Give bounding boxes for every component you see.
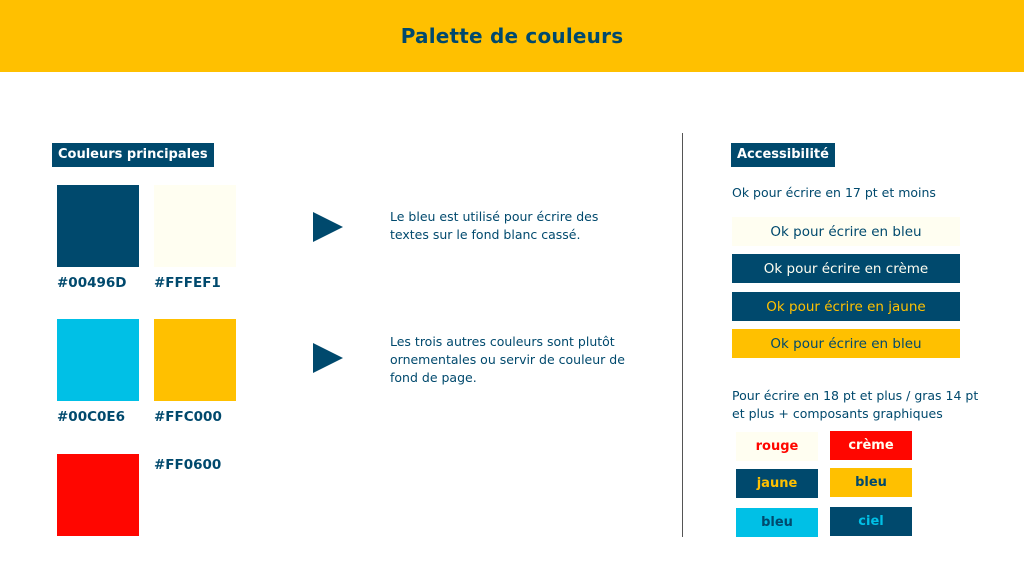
swatch-dark-blue bbox=[57, 185, 139, 267]
small-text-note: Ok pour écrire en 17 pt et moins bbox=[732, 185, 936, 200]
accessibility-label: Accessibilité bbox=[731, 143, 835, 167]
hex-dark-blue: #00496D bbox=[57, 275, 127, 291]
access-bar: Ok pour écrire en bleu bbox=[732, 329, 960, 358]
large-text-note: Pour écrire en 18 pt et plus / gras 14 pt et plus + composants graphiques bbox=[732, 388, 979, 421]
access-bar: Ok pour écrire en bleu bbox=[732, 217, 960, 246]
header-banner bbox=[0, 0, 1024, 72]
chip-creme: crème bbox=[830, 431, 912, 460]
description-blue: Le bleu est utilisé pour écrire des textes sur le fond blanc cassé. bbox=[390, 209, 599, 242]
hex-yellow: #FFC000 bbox=[154, 409, 222, 425]
arrow-right-icon bbox=[313, 212, 343, 242]
swatch-cream bbox=[154, 185, 236, 267]
access-bar: Ok pour écrire en crème bbox=[732, 254, 960, 283]
access-bar: Ok pour écrire en jaune bbox=[732, 292, 960, 321]
chip-bleu: bleu bbox=[830, 468, 912, 497]
chip-bleu-2: bleu bbox=[736, 508, 818, 537]
description-others: Les trois autres couleurs sont plutôt ornementales ou servir de couleur de fond de page. bbox=[390, 334, 625, 385]
hex-sky-blue: #00C0E6 bbox=[57, 409, 126, 425]
chip-rouge: rouge bbox=[736, 432, 818, 461]
hex-red: #FF0600 bbox=[154, 457, 222, 473]
arrow-right-icon bbox=[313, 343, 343, 373]
swatch-red bbox=[57, 454, 139, 536]
main-colors-label: Couleurs principales bbox=[52, 143, 214, 167]
chip-jaune: jaune bbox=[736, 469, 818, 498]
chip-ciel: ciel bbox=[830, 507, 912, 536]
swatch-sky-blue bbox=[57, 319, 139, 401]
page-title: Palette de couleurs bbox=[400, 24, 624, 48]
vertical-divider bbox=[682, 133, 683, 537]
hex-cream: #FFFEF1 bbox=[154, 275, 221, 291]
swatch-yellow bbox=[154, 319, 236, 401]
